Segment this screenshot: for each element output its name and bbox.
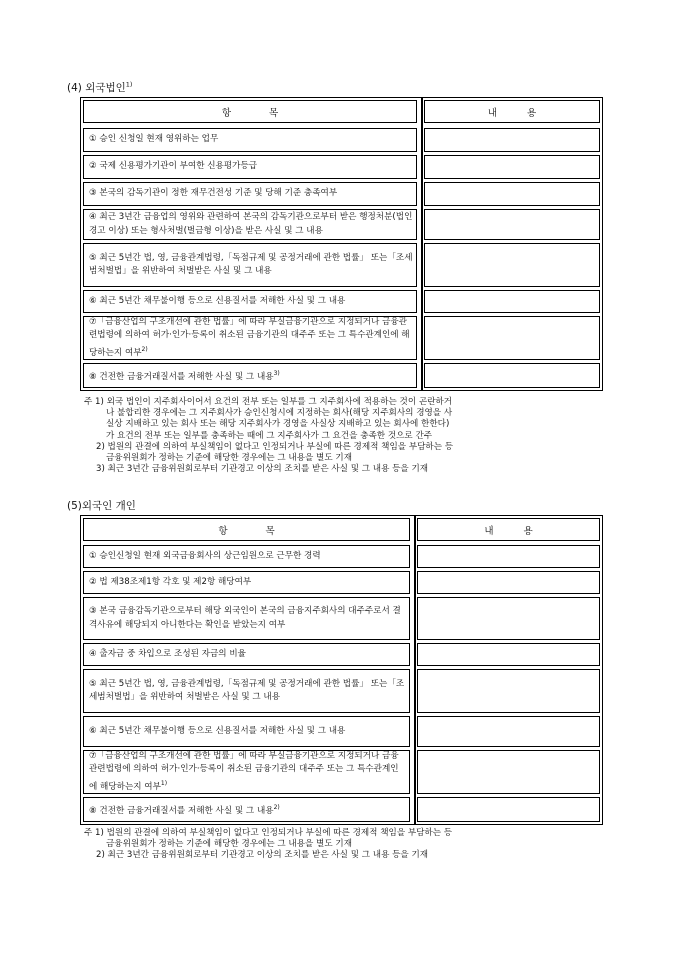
table-row: ② 국제 신용평가기관이 부여한 신용평가등급 xyxy=(83,155,417,179)
content-cell[interactable] xyxy=(424,363,600,388)
content-cell[interactable] xyxy=(417,545,600,568)
content-cell[interactable] xyxy=(417,716,600,747)
note-line: 금융위원회가 정하는 기준에 해당한 경우에는 그 내용을 별도 기재 xyxy=(106,453,352,464)
note-line: 가 요건의 전부 또는 일부를 충족하는 때에 그 지주회사가 그 요건을 충족한 것으로 간주 xyxy=(106,430,433,441)
note-line: 나 불합리한 경우에는 그 지주회사가 승인신청시에 지정하는 회사(해당 지주회사의 경영을 사 xyxy=(106,408,453,419)
section-4-title: (4) 외국법인$^{1)}$ xyxy=(67,80,133,94)
content-cell[interactable] xyxy=(424,209,600,240)
note-line: 실상 지배하고 있는 회사 또는 해당 지주회사가 경영을 사실상 지배하고 있는 회사에 한한다) xyxy=(106,419,450,430)
table-row: ④ 최근 3년간 금융업의 영위와 관련하여 본국의 감독기관으로부터 받은 행정처분(법인경고 이상) 또는 형사처벌(벌금형 이상)을 받은 사실 및 그 내용 xyxy=(83,209,417,240)
table-5-header-content: 내 용 xyxy=(417,518,600,541)
content-cell[interactable] xyxy=(424,182,600,206)
content-cell[interactable] xyxy=(417,571,600,594)
content-cell[interactable] xyxy=(424,128,600,152)
content-cell[interactable] xyxy=(417,797,600,822)
table-row: ⑥ 최근 5년간 채무불이행 등으로 신용질서를 저해한 사실 및 그 내용 xyxy=(83,290,417,313)
section-5-title: (5)외국인 개인 xyxy=(67,500,136,512)
content-cell[interactable] xyxy=(424,155,600,179)
note-line: 주 1) 법원의 관결에 의하여 부실책임이 없다고 인정되거나 부실에 따른 경제적 책임을 부담하는 등 xyxy=(84,828,453,838)
content-cell[interactable] xyxy=(417,597,600,640)
table-row: ① 승인 신청일 현재 영위하는 업무 xyxy=(83,128,417,152)
content-cell[interactable] xyxy=(417,750,600,794)
note-line: 2) 법원의 관결에 의하여 부실책임이 없다고 인정되거나 부실에 따른 경제적 책임을 부담하는 등 xyxy=(96,441,454,452)
table-row: ① 승인신청일 현재 외국금융회사의 상근임원으로 근무한 경력 xyxy=(83,545,410,568)
content-cell[interactable] xyxy=(424,290,600,313)
section-4-notes xyxy=(84,397,453,475)
content-cell[interactable] xyxy=(417,669,600,713)
table-row: ④ 출자금 중 차입으로 조성된 자금의 비율 xyxy=(83,643,410,666)
content-cell[interactable] xyxy=(424,243,600,287)
table-row: ⑤ 최근 5년간 법, 영, 금융관계법령,「독점규제 및 공정거래에 관한 법률」 또는「조세범처벌법」을 위반하여 처벌받은 사실 및 그 내용 xyxy=(83,243,417,287)
section-5-notes xyxy=(84,828,452,862)
table-row: ⑦「금융산업의 구조개선에 관한 법률」에 따라 부실금융기관으로 지정되거나 금융관련법령에 의하여 허가·인가·등록이 취소된 금융기관의 대주주 또는 그 특수관계인에 해당하는지 여부$^{2)}$ xyxy=(83,316,417,360)
table-row: ⑦「금융산업의 구조개선에 관한 법률」에 따라 부실금융기관으로 지정되거나 금융관련법령에 의하여 허가·인가·등록이 취소된 금융기관의 대주주 또는 그 특수관계인에 해당하는지 여부$^{1)}$ xyxy=(83,750,410,794)
table-row: ② 법 제38조제1항 각호 및 제2항 해당여부 xyxy=(83,571,410,594)
table-row: ③ 본국의 감독기관이 정한 재무건전성 기준 및 당해 기준 충족여부 xyxy=(83,182,417,206)
table-4-header-content: 내 용 xyxy=(424,100,600,123)
note-line: 주 1) 외국 법인이 지주회사이어서 요건의 전부 또는 일부를 그 지주회사에 적용하는 것이 곤란하거 xyxy=(84,397,453,407)
content-cell[interactable] xyxy=(417,643,600,666)
note-line: 2) 최근 3년간 금융위원회로부터 기관경고 이상의 조치를 받은 사실 및 그 내용 등을 기재 xyxy=(96,850,429,861)
content-cell[interactable] xyxy=(424,316,600,360)
note-line: 3) 최근 3년간 금융위원회로부터 기관경고 이상의 조치를 받은 사실 및 그 내용 등을 기재 xyxy=(96,464,429,475)
table-row: ③ 본국 금융감독기관으로부터 해당 외국인이 본국의 금융지주회사의 대주주로서 결격사유에 해당되지 아니한다는 확인을 받았는지 여부 xyxy=(83,597,410,640)
table-row: ⑤ 최근 5년간 법, 영, 금융관계법령,「독점규제 및 공정거래에 관한 법률」 또는「조세범처벌법」을 위반하여 처벌받은 사실 및 그 내용 xyxy=(83,669,410,713)
table-row: ⑧ 건전한 금융거래질서를 저해한 사실 및 그 내용$^{2)}$ xyxy=(83,797,410,822)
table-row: ⑧ 건전한 금융거래질서를 저해한 사실 및 그 내용$^{3)}$ xyxy=(83,363,417,388)
table-4-header-item: 항 목 xyxy=(83,100,417,123)
table-5-header-item: 항 목 xyxy=(83,518,410,541)
note-line: 금융위원회가 정하는 기준에 해당한 경우에는 그 내용을 별도 기재 xyxy=(106,839,352,850)
table-row: ⑥ 최근 5년간 채무불이행 등으로 신용질서를 저해한 사실 및 그 내용 xyxy=(83,716,410,747)
